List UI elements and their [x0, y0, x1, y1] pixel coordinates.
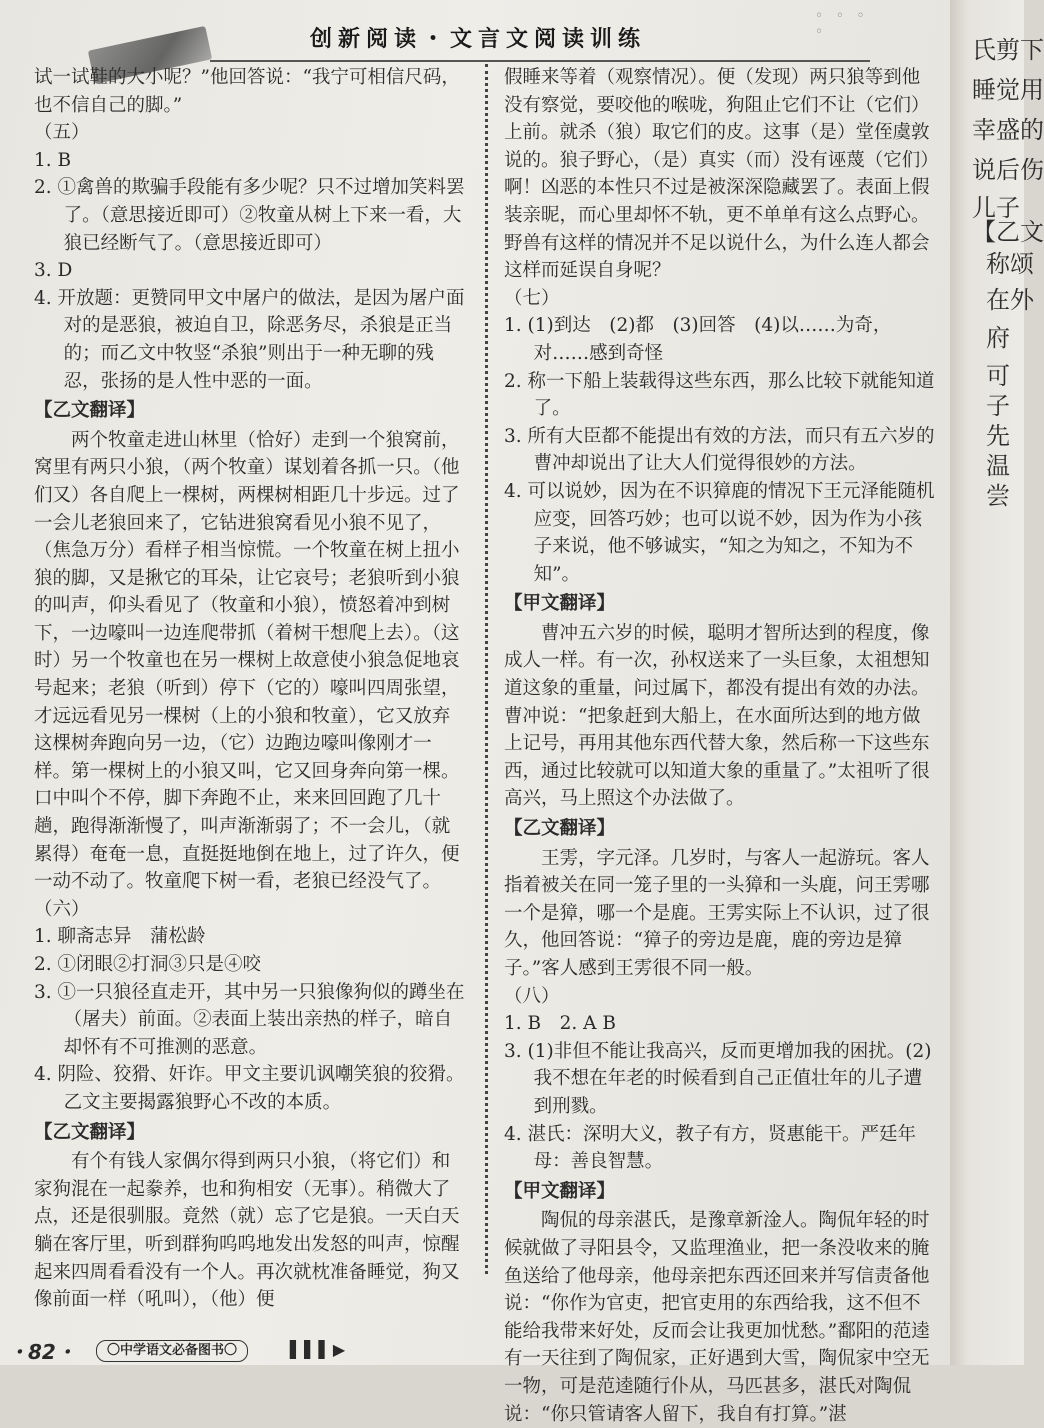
translation-heading: 【甲文翻译】 [504, 593, 616, 615]
page-number: ・82・ [8, 1340, 76, 1364]
translation-heading: 【乙文翻译】 [34, 1121, 146, 1143]
answer-paragraph: 3. (1)非但不能让我高兴，反而更增加我的困扰。(2)我不想在年老的时候看到自己正值壮年的儿子遭到刑戮。 [504, 1040, 932, 1117]
adjacent-page-line: 可 [986, 362, 1010, 390]
answer-paragraph: 4. 开放题：更赞同甲文中屠户的做法，是因为屠户面对的是恶狼，被迫自卫，除恶务尽，杀狼是正当的；而乙文中牧竖“杀狼”则出于一种无聊的残忍，张扬的是人性中恶的一面。 [34, 287, 465, 392]
answer-paragraph: 3. ①一只狼径直走开，其中另一只狼像狗似的蹲坐在（屠夫）前面。②表面上装出亲热的样子，暗自却怀有不可推测的恶意。 [34, 981, 465, 1058]
adjacent-page-line: 子 [986, 392, 1010, 420]
adjacent-page-line: 儿子 [972, 194, 1020, 222]
adjacent-page-line: 说后伤 [972, 156, 1044, 184]
column-divider [485, 64, 488, 1274]
answer-paragraph: 陶侃的母亲湛氏，是豫章新淦人。陶侃年轻的时候就做了寻阳县令，又监理渔业，把一条没收来的腌鱼送给了他母亲，他母亲把东西还回来并写信责备他说：“你作为官吏，把官吏用的东西给我，这不但不能给我带来好处，反而会让我更加忧愁。”鄱阳的范逵有一天往到了陶侃家，正好遇到大雪，陶侃家中空无一物，可是范逵随行仆从，马匹甚多，湛氏对陶侃说：“你只管请客人留下，我自有打算。”湛 [504, 1210, 930, 1425]
adjacent-page-line: 温 [986, 452, 1010, 480]
answer-paragraph: 假睡来等着（观察情况）。便（发现）两只狼等到他没有察觉，要咬他的喉咙，狗阻止它们不让（它们）上前。就杀（狼）取它们的皮。这事（是）堂侄虞敦说的。狼子野心，（是）真实（而）没有诬蔑（它们）啊！凶恶的本性只不过是被深深隐藏罢了。表面上假装亲昵，而心里却怀不轨，更不单单有这么点野心。野兽有这样的情况并不足以说什么，为什么连人都会这样而延误自身呢？ [504, 67, 930, 282]
page-header [70, 8, 870, 66]
answer-paragraph: 4. 阴险、狡猾、奸诈。甲文主要讥讽嘲笑狼的狡猾。乙文主要揭露狼野心不改的本质。 [34, 1064, 465, 1113]
answer-paragraph: 3. D [34, 260, 73, 282]
page-footer [0, 1334, 400, 1364]
adjacent-page-line: 在外 [986, 286, 1034, 314]
header-title: 创新阅读・文言文阅读训练 [310, 26, 647, 52]
adjacent-page-edge [950, 0, 1044, 1365]
adjacent-page-line: 府 [986, 324, 1010, 352]
section-number: （五） [34, 122, 90, 144]
right-column [504, 64, 936, 1428]
answer-paragraph: 2. 称一下船上装载得这些东西，那么比较下就能知道了。 [504, 370, 935, 420]
translation-heading: 【乙文翻译】 [34, 400, 146, 422]
section-number: （六） [34, 898, 90, 920]
adjacent-page-line: 尝 [986, 482, 1010, 510]
left-column [34, 64, 466, 1314]
answer-paragraph: 王雱，字元泽。几岁时，与客人一起游玩。客人指着被关在同一笼子里的一头獐和一头鹿，问王雱哪一个是獐，哪一个是鹿。王雱实际上不认识，过了很久，他回答说：“獐子的旁边是鹿，鹿的旁边是獐子。”客人感到王雱很不同一般。 [504, 847, 930, 979]
adjacent-page-line: 氏剪下 [972, 36, 1044, 64]
footer-arrow-icon: ▌▌▌▶ [290, 1340, 348, 1359]
header-rule [210, 60, 870, 62]
answer-paragraph: 两个牧童走进山林里（恰好）走到一个狼窝前，窝里有两只小狼，（两个牧童）谋划着各抓一只。（他们又）各自爬上一棵树，两棵树相距几十步远。过了一会儿老狼回来了，它钻进狼窝看见小狼不见了，（焦急万分）看样子相当惊慌。一个牧童在树上扭小狼的脚，又是揪它的耳朵，让它哀号；老狼听到小狼的叫声，仰头看见了（牧童和小狼），愤怒着冲到树下，一边嚎叫一边连爬带抓（着树干想爬上去）。（这时）另一个牧童也在另一棵树上故意使小狼急促地哀号起来；老狼（听到）停下（它的）嚎叫四周张望，才远远看见另一棵树（上的小狼和牧童），它又放弃这棵树奔跑向另一边，（它）边跑边嚎叫像刚才一样。第一棵树上的小狼又叫，它又回身奔向第一棵。口中叫个不停，脚下奔跑不止，来来回回跑了几十趟，跑得渐渐慢了，叫声渐渐弱了；不一会儿，（就累得）奄奄一息，直挺挺地倒在地上，过了许久，便一动不动了。牧童爬下树一看，老狼已经没气了。 [34, 429, 460, 893]
answer-paragraph: 4. 湛氏：深明大义，教子有方，贤惠能干。严廷年母：善良智慧。 [504, 1123, 917, 1173]
section-number: （八） [504, 985, 560, 1007]
answer-paragraph: 4. 可以说妙，因为在不识獐鹿的情况下王元泽能随机应变，回答巧妙；也可以说不妙，因为作为小孩子来说，他不够诚实，“知之为知之，不知为不知”。 [504, 480, 935, 585]
section-number: （七） [504, 287, 560, 309]
answer-paragraph: 曹冲五六岁的时候，聪明才智所达到的程度，像成人一样。有一次，孙权送来了一头巨象，太祖想知道这象的重量，问过属下，都没有提出有效的办法。曹冲说：“把象赶到大船上，在水面所达到的地方做上记号，再用其他东西代替大象，然后称一下这些东西，通过比较就可以知道大象的重量了。”太祖听了很高兴，马上照这个办法做了。 [504, 622, 930, 810]
answer-paragraph: 1. B 2. A B [504, 1013, 616, 1035]
answer-paragraph: 2. ①闭眼②打洞③只是④咬 [34, 954, 262, 975]
answer-paragraph: 3. 所有大臣都不能提出有效的方法，而只有五六岁的曹冲却说出了让大人们觉得很妙的方法。 [504, 425, 935, 475]
answer-paragraph: 1. B [34, 149, 72, 171]
header-beads-ornament: ◦ ◦ ◦ ◦ [815, 8, 869, 40]
translation-heading: 【甲文翻译】 [504, 1180, 616, 1202]
translation-heading: 【乙文翻译】 [504, 818, 616, 840]
adjacent-page-line: 睡觉用 [972, 76, 1044, 104]
answer-paragraph: 1. (1)到达 (2)都 (3)回答 (4)以……为奇，对……感到奇怪 [504, 315, 892, 364]
answer-paragraph: 2. ①禽兽的欺骗手段能有多少呢？只不过增加笑料罢了。（意思接近即可）②牧童从树上下来一看，大狼已经断气了。（意思接近即可） [34, 177, 465, 254]
answer-paragraph: 试一试鞋的大小呢？”他回答说：“我宁可相信尺码，也不信自己的脚。” [34, 67, 460, 116]
series-label: 〇中学语文必备图书〇 [96, 1340, 248, 1362]
answer-paragraph: 1. 聊斋志异 蒲松龄 [34, 926, 206, 948]
adjacent-page-line: 称颂 [986, 250, 1034, 278]
answer-paragraph: 有个有钱人家偶尔得到两只小狼，（将它们）和家狗混在一起豢养，也和狗相安（无事）。稍微大了点，还是很驯服。竟然（就）忘了它是狼。一天白天躺在客厅里，听到群狗呜呜地发出发怒的叫声，惊醒起来四周看看没有一个人。再次就枕准备睡觉，狗又像前面一样（吼叫），（他）便 [34, 1151, 460, 1311]
adjacent-page-line: 先 [986, 422, 1010, 450]
adjacent-page-line: 幸盛的 [972, 116, 1044, 144]
adjacent-page-line: 【乙文 [972, 218, 1044, 246]
